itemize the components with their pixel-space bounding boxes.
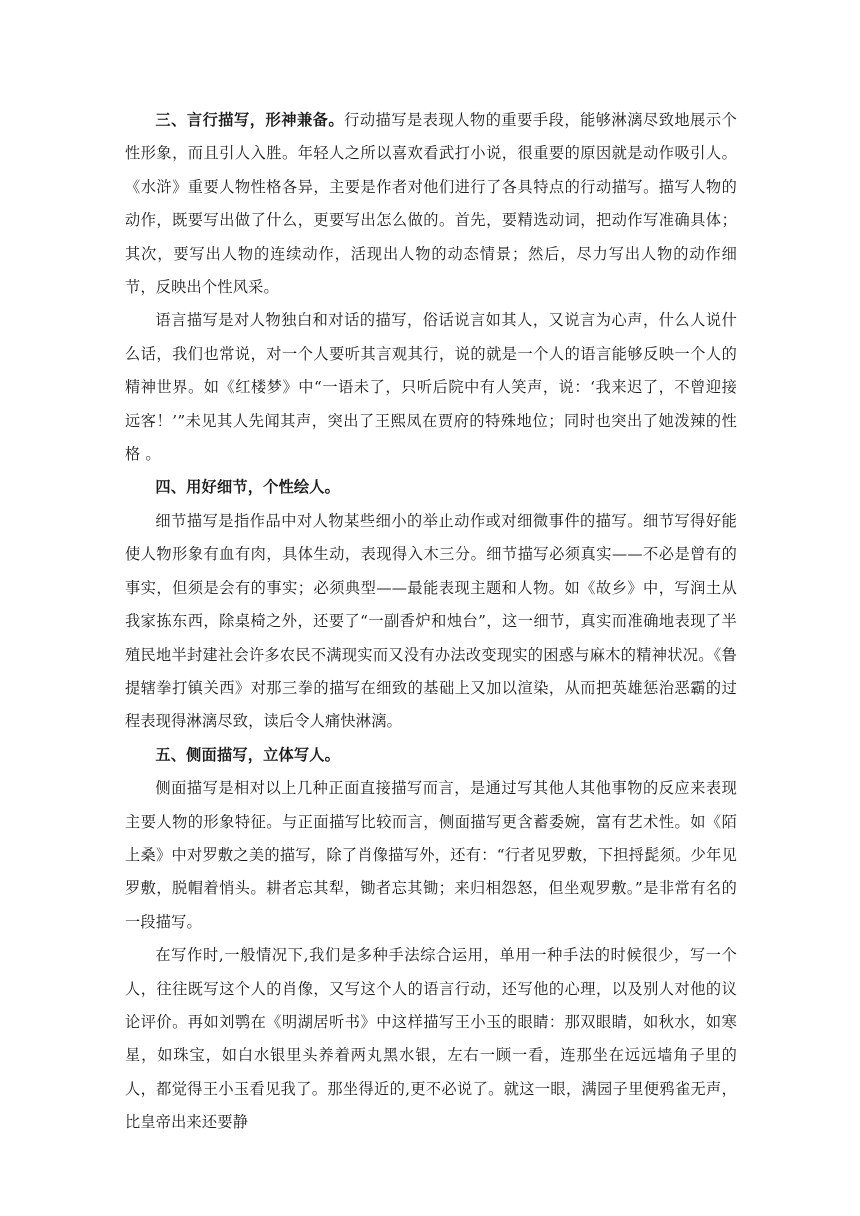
section5-heading: 五、侧面描写，立体写人。	[155, 745, 341, 764]
section5-paragraph: 侧面描写是相对以上几种正面直接描写而言，是通过写其他人其他事物的反应来表现主要人物的形象特征。与正面描写比较而言，侧面描写更含蓄委婉，富有艺术性。如《陌上桑》中对罗敷之美的描写，除了肖像描写外，还有：“行者见罗敷，下担捋髭须。少年见罗敷，脱帽着悄头。耕者忘其犁，锄者忘其锄；来归相怨怒，但坐观罗敷。”是非常有名的一段描写。	[125, 779, 737, 931]
section4-heading: 四、用好细节，个性绘人。	[155, 478, 341, 497]
section5-paragraph-2: 在写作时,一般情况下,我们是多种手法综合运用，单用一种手法的时候很少，写一个人，往往既写这个人的肖像，又写这个人的语言行动，还写他的心理，以及别人对他的议论评价。再如刘鹗在《明湖居听书》中这样描写王小玉的眼睛：那双眼睛，如秋水，如寒星，如珠宝，如白水银里头养着两丸黑水银，左右一顾一看，连那坐在远远墙角子里的人，都觉得王小玉看见我了。那坐得近的,更不必说了。就这一眼，满园子里便鸦雀无声，比皇帝出来还要静	[125, 946, 737, 1132]
section3-lead: 三、言行描写，形神兼备。	[155, 111, 345, 129]
section3-paragraph-2: 语言描写是对人物独白和对话的描写，俗话说言如其人，又说言为心声，什么人说什么话，我们也常说，对一个人要听其言观其行，说的就是一个人的语言能够反映一个人的精神世界。如《红楼梦》中“一语未了，只听后院中有人笑声，说：‘我来迟了，不曾迎接远客！’”未见其人先闻其声，突出了王熙凤在贾府的特殊地位；同时也突出了她泼辣的性格 。	[125, 311, 737, 464]
section3-body: 行动描写是表现人物的重要手段，能够淋漓尽致地展示个性形象，而且引人入胜。年轻人之所以喜欢看武打小说，很重要的原因就是动作吸引人。《水浒》重要人物性格各异，主要是作者对他们进行了各具特点的行动描写。描写人物的动作，既要写出做了什么，更要写出怎么做的。首先，要精选动词，把动作写准确具体；其次，要写出人物的连续动作，活现出人物的动态情景；然后，尽力写出人物的动作细节，反映出个性风采。	[125, 111, 738, 297]
document-page	[125, 104, 737, 1140]
section4-paragraph: 细节描写是指作品中对人物某些细小的举止动作或对细微事件的描写。细节写得好能使人物形象有血有肉，具体生动，表现得入木三分。细节描写必须真实——不必是曾有的事实，但须是会有的事实；必须典型——最能表现主题和人物。如《故乡》中，写润土从我家拣东西，除桌椅之外，还要了“一副香炉和烛台”，这一细节，真实而准确地表现了半殖民地半封建社会许多农民不满现实而又没有办法改变现实的困惑与麻木的精神状况。《鲁提辖拳打镇关西》对那三拳的描写在细致的基础上又加以渲染，从而把英雄惩治恶霸的过程表现得淋漓尽致，读后令人痛快淋漓。	[125, 511, 737, 731]
section3-paragraph	[125, 104, 737, 304]
